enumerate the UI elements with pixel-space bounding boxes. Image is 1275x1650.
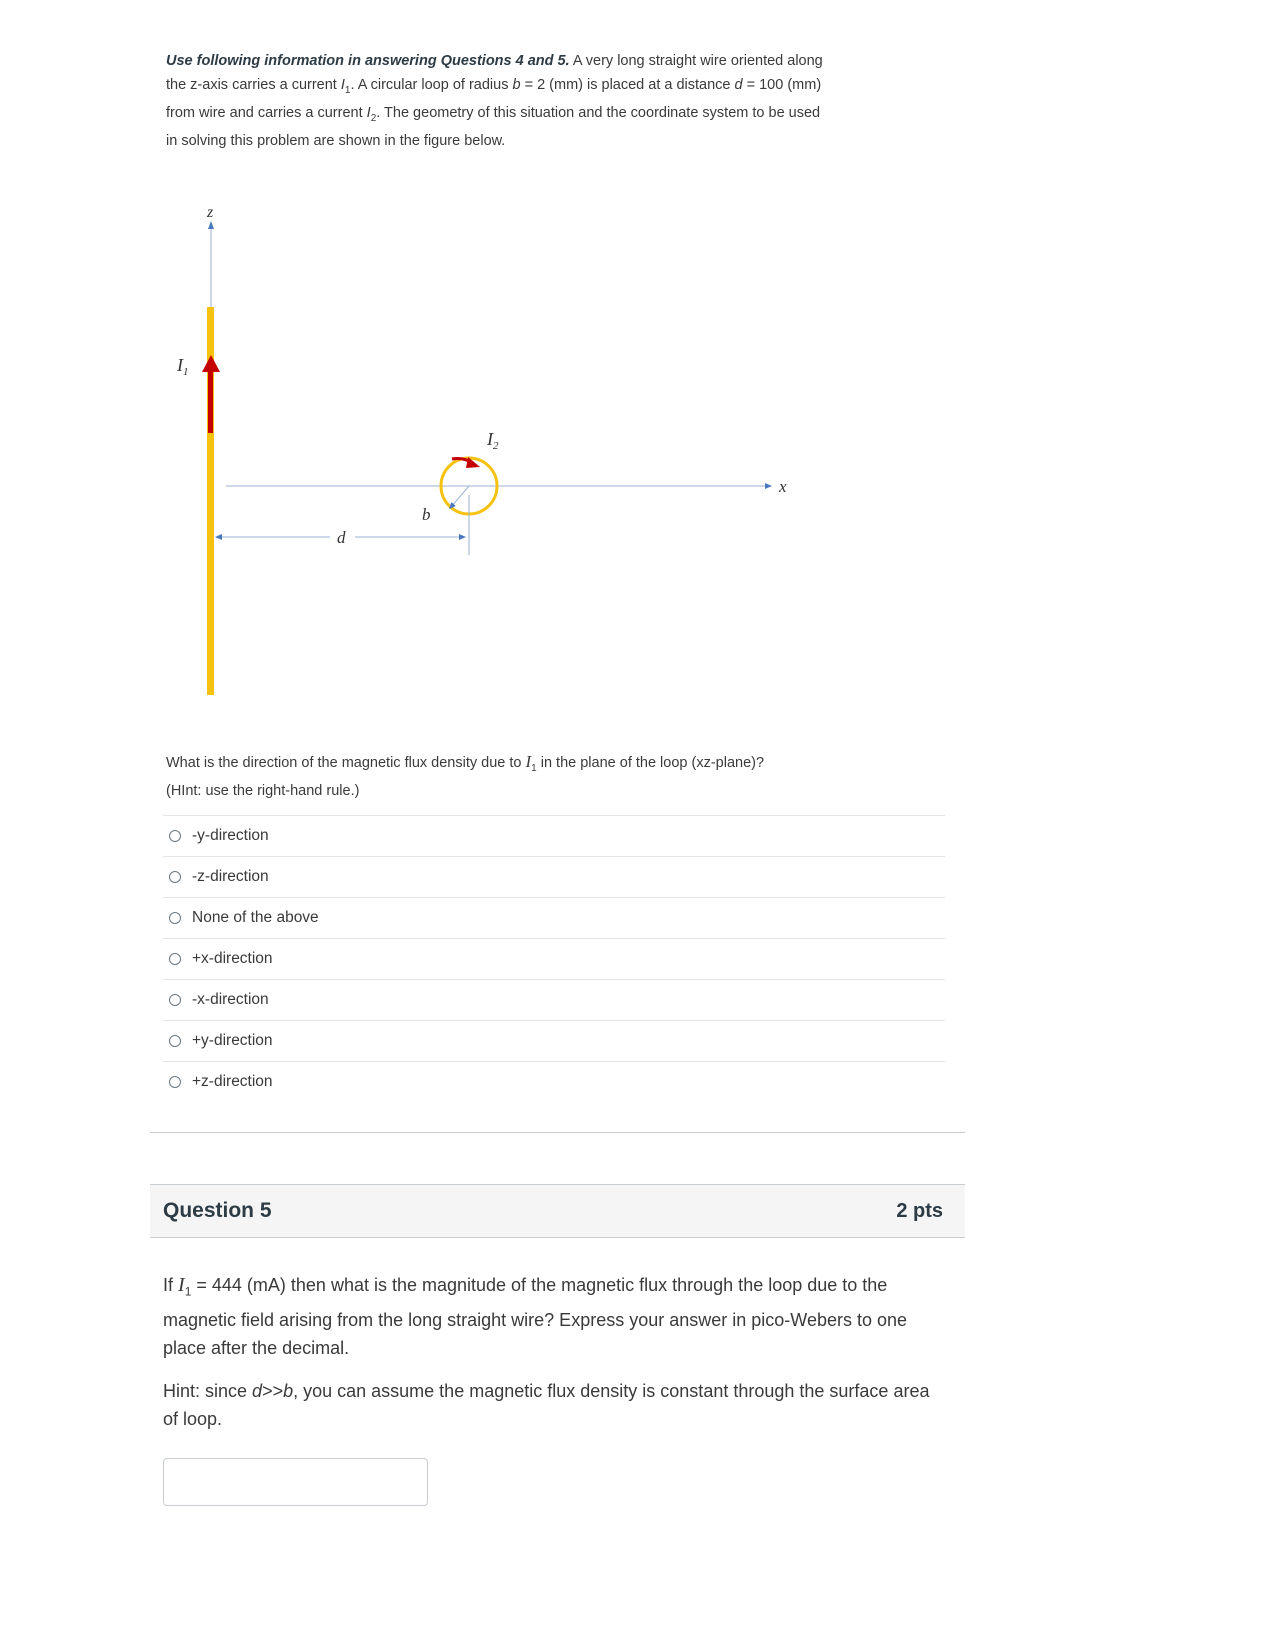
intro-paragraph — [166, 50, 826, 154]
hint-text-after: , you can assume the magnetic flux density is constant through the surface area of loop. — [163, 1380, 930, 1429]
answer-label: None of the above — [192, 909, 319, 926]
answer-label: -y-direction — [192, 827, 269, 844]
radio-button[interactable] — [169, 953, 181, 965]
intro-i1-symbol: I — [340, 76, 345, 93]
q5-i1-symbol: I — [178, 1274, 185, 1296]
current-i1-arrow-shaft — [208, 370, 213, 433]
question-4-prompt — [166, 750, 786, 803]
q5-text-after: = 444 (mA) then what is the magnitude of the magnetic flux through the loop due to the magnetic field arising from the long straight wire? Express your answer in pico-Webers to one place after the decimal. — [163, 1275, 908, 1358]
intro-text-4: = 100 (mm) from wire and carries a current — [166, 76, 822, 121]
intro-text-3: = 2 (mm) is placed at a distance — [520, 76, 735, 93]
radio-button[interactable] — [169, 1076, 181, 1088]
answer-label: +x-direction — [192, 950, 273, 967]
question-5-prompt — [163, 1271, 943, 1362]
radio-button[interactable] — [169, 1035, 181, 1047]
hint-b-symbol: b — [283, 1380, 294, 1401]
intro-i2-subscript: 2 — [370, 112, 377, 124]
answer-label: -x-direction — [192, 991, 269, 1008]
radio-button[interactable] — [169, 871, 181, 883]
intro-i2-symbol: I — [366, 104, 371, 121]
hint-text-before: Hint: since — [163, 1380, 253, 1401]
q4-text-before: What is the direction of the magnetic flux density due to — [166, 755, 526, 771]
answer-option-pos-y[interactable] — [163, 1020, 945, 1061]
intro-text-2: . A circular loop of radius — [350, 76, 513, 93]
i2-label: $I_2$ — [487, 429, 499, 452]
answer-option-pos-x[interactable] — [163, 938, 945, 979]
current-i1-arrowhead — [202, 355, 220, 372]
x-axis-label: x — [779, 477, 787, 496]
radio-button[interactable] — [169, 830, 181, 842]
hint-d-symbol: d — [252, 1380, 263, 1401]
answer-option-neg-x[interactable] — [163, 979, 945, 1020]
q4-i1-symbol: I — [525, 752, 532, 771]
question-5-points: 2 pts — [896, 1199, 943, 1222]
b-label: b — [422, 505, 431, 524]
intro-text-1: A very long straight wire oriented along the z-axis carries a current — [166, 53, 823, 93]
x-axis-arrowhead — [765, 483, 772, 489]
question-5-body — [163, 1271, 943, 1448]
radius-b-line — [451, 486, 469, 507]
answer-option-neg-z[interactable] — [163, 856, 945, 897]
question-5-title: Question 5 — [163, 1199, 272, 1222]
question-5-header — [150, 1184, 965, 1238]
geometry-figure — [160, 195, 820, 705]
question-4-answers — [163, 815, 945, 1102]
answer-label: +z-direction — [192, 1073, 273, 1090]
answer-input[interactable] — [163, 1458, 428, 1506]
z-axis-label: z — [207, 204, 214, 221]
answer-option-neg-y[interactable] — [163, 815, 945, 856]
z-axis-arrowhead — [208, 221, 214, 229]
q4-i1-subscript: 1 — [531, 762, 537, 774]
intro-d-symbol: d — [734, 76, 743, 93]
intro-i1-subscript: 1 — [344, 84, 351, 96]
q5-text-before: If — [163, 1275, 179, 1295]
question-divider — [150, 1132, 965, 1133]
question-5-hint — [163, 1377, 943, 1433]
i1-label: $I_1$ — [177, 355, 189, 378]
hint-much-greater: >> — [262, 1380, 284, 1401]
intro-b-symbol: b — [512, 76, 521, 93]
d-label: d — [337, 528, 346, 547]
answer-label: -z-direction — [192, 868, 269, 885]
q5-i1-subscript: 1 — [184, 1284, 192, 1299]
answer-option-none[interactable] — [163, 897, 945, 938]
radio-button[interactable] — [169, 994, 181, 1006]
answer-label: +y-direction — [192, 1032, 273, 1049]
intro-lead: Use following information in answering Questions 4 and 5. — [166, 53, 570, 69]
answer-option-pos-z[interactable] — [163, 1061, 945, 1102]
radio-button[interactable] — [169, 912, 181, 924]
intro-text-5: . The geometry of this situation and the coordinate system to be used in solving this problem are shown in the figure below. — [166, 104, 821, 150]
q4-text-after: in the plane of the loop (xz-plane)? (HInt: use the right-hand rule.) — [166, 755, 765, 799]
